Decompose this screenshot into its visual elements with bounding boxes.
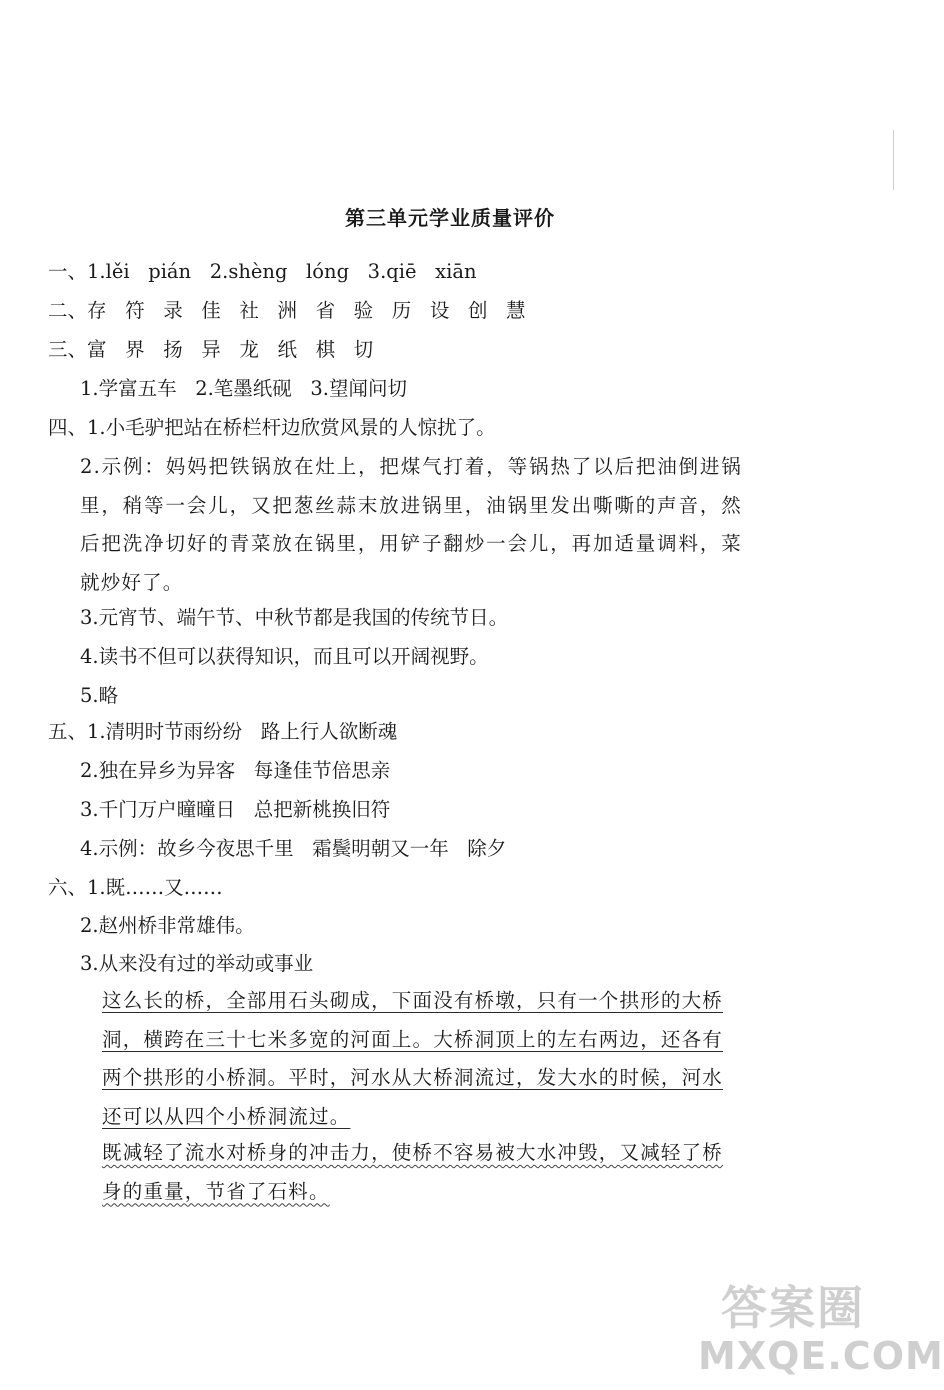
section-5-item-2: 2.独在异乡为异客 每逢佳节倍思亲 <box>80 759 391 782</box>
section-3-idioms: 1.学富五车 2.笔墨纸砚 3.望闻问切 <box>80 377 408 400</box>
wavy-underlined-text: 既减轻了流水对桥身的冲击力，使桥不容易被大水冲毁，又减轻了桥身的重量，节省了石料。 <box>102 1141 724 1203</box>
section-6-item-3: 3.从来没有过的举动或事业 <box>80 952 314 975</box>
section-6-wavy-passage <box>102 1134 742 1211</box>
section-5-item-4: 4.示例：故乡今夜思千里 霜鬓明朝又一年 除夕 <box>80 837 507 860</box>
section-3-characters: 三、富 界 扬 异 龙 纸 棋 切 <box>48 338 374 361</box>
watermark-bottom-text: MXQE.COM <box>698 1334 944 1378</box>
section-4-item-2: 2.示例：妈妈把铁锅放在灶上，把煤气打着，等锅热了以后把油倒进锅里，稍等一会儿，又把葱丝蒜末放进锅里，油锅里发出嘶嘶的声音，然后把洗净切好的青菜放在锅里，用铲子翻炒一会儿，再加适量调料，菜就炒好了。 <box>80 455 742 594</box>
section-2-characters: 二、存 符 录 佳 社 洲 省 验 历 设 创 慧 <box>48 299 526 322</box>
page-title: 第三单元学业质量评价 <box>345 206 555 230</box>
page-edge-mark <box>893 130 894 190</box>
section-4-item-1: 四、1.小毛驴把站在桥栏杆边欣赏风景的人惊扰了。 <box>48 416 496 439</box>
section-6-underlined-passage <box>102 982 742 1136</box>
section-5-item-1: 五、1.清明时节雨纷纷 路上行人欲断魂 <box>48 720 398 743</box>
section-5-item-3: 3.千门万户曈曈日 总把新桃换旧符 <box>80 798 391 821</box>
section-4-item-3: 3.元宵节、端午节、中秋节都是我国的传统节日。 <box>80 606 509 629</box>
section-1-pinyin: 一、1.lěi pián 2.shèng lóng 3.qiē xiān <box>48 260 477 283</box>
watermark-logo <box>698 1272 944 1382</box>
section-6-item-2: 2.赵州桥非常雄伟。 <box>80 914 255 937</box>
section-4-item-4: 4.读书不但可以获得知识，而且可以开阔视野。 <box>80 645 489 668</box>
watermark-top-text: 答案圈 <box>721 1281 865 1335</box>
underlined-text: 这么长的桥，全部用石头砌成，下面没有桥墩，只有一个拱形的大桥洞，横跨在三十七米多宽的河面上。大桥洞顶上的左右两边，还各有两个拱形的小桥洞。平时，河水从大桥洞流过，发大水的时候，河水还可以从四个小桥洞流过。 <box>102 989 724 1128</box>
section-6-item-1: 六、1.既……又…… <box>48 876 223 899</box>
section-4-item-5: 5.略 <box>80 684 119 707</box>
